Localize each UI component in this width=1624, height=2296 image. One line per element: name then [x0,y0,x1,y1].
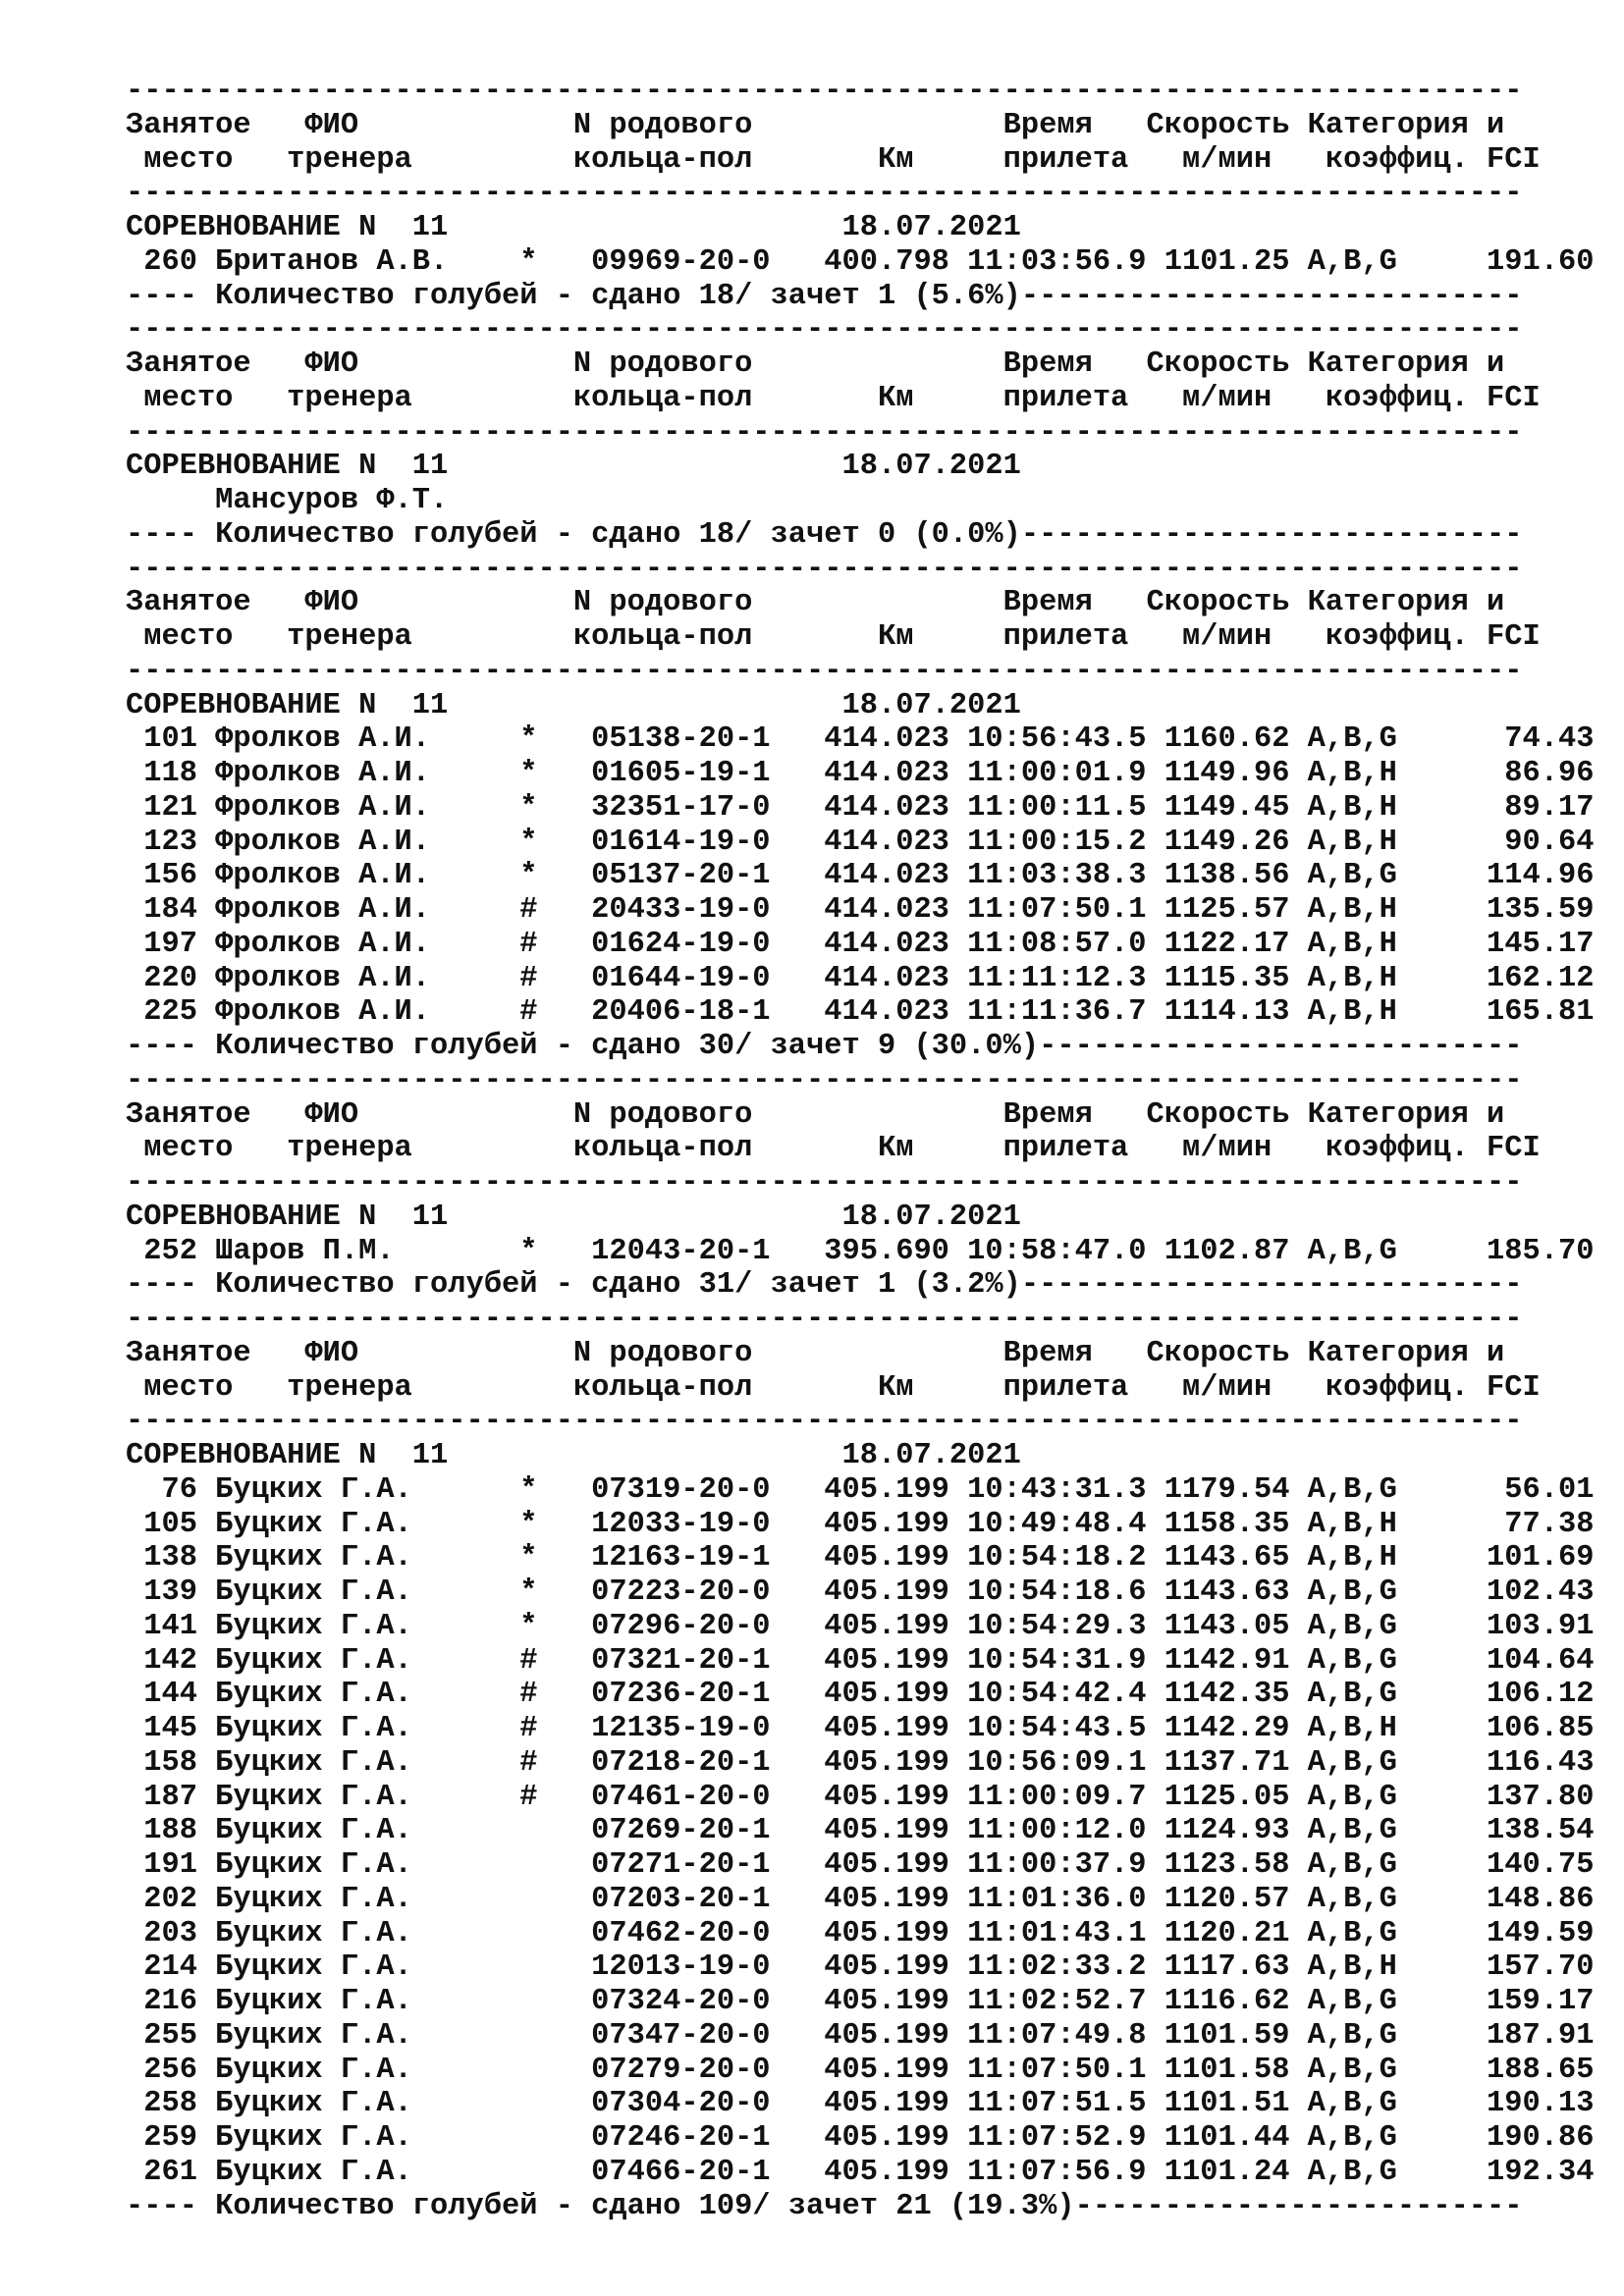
separator-line: ------------------------------------------------------------------------------ [126,1405,1523,1439]
result-row: 158 Буцких Г.А. # 07218-20-1 405.199 10:56:09.1 1137.71 A,B,G 116.43 [126,1745,1595,1780]
competition-title: СОРЕВНОВАНИЕ N 11 18.07.2021 [126,211,1021,244]
result-row: 259 Буцких Г.А. 07246-20-1 405.199 11:07:52.9 1101.44 A,B,G 190.86 [126,2121,1595,2155]
separator-line: ------------------------------------------------------------------------------ [126,1303,1523,1336]
table-header-row2: место тренера кольца-пол Км прилета м/мин коэффиц. FCI [126,381,1541,415]
result-row: 225 Фролков А.И. # 20406-18-1 414.023 11:11:36.7 1114.13 A,B,H 165.81 [126,995,1595,1030]
result-row: 141 Буцких Г.А. * 07296-20-0 405.199 10:54:29.3 1143.05 A,B,G 103.91 [126,1609,1595,1643]
result-row: 191 Буцких Г.А. 07271-20-1 405.199 11:00:37.9 1123.58 A,B,G 140.75 [126,1848,1595,1882]
results-report [126,75,1594,2223]
result-row: 197 Фролков А.И. # 01624-19-0 414.023 11:08:57.0 1122.17 A,B,H 145.17 [126,927,1595,961]
separator-line: ------------------------------------------------------------------------------ [126,75,1523,108]
result-row: 139 Буцких Г.А. * 07223-20-0 405.199 10:54:18.6 1143.63 A,B,G 102.43 [126,1575,1595,1609]
table-header-row1: Занятое ФИО N родового Время Скорость Категория и [126,347,1505,381]
result-row: 220 Фролков А.И. # 01644-19-0 414.023 11:11:12.3 1115.35 A,B,H 162.12 [126,961,1595,995]
summary-line: ---- Количество голубей - сдано 30/ зачет 9 (30.0%)--------------------------- [126,1030,1523,1063]
result-row: 145 Буцких Г.А. # 12135-19-0 405.199 10:54:43.5 1142.29 A,B,H 106.85 [126,1712,1595,1745]
separator-line: ------------------------------------------------------------------------------ [126,1166,1523,1200]
table-header-row1: Занятое ФИО N родового Время Скорость Категория и [126,1097,1505,1132]
separator-line: ------------------------------------------------------------------------------ [126,313,1523,347]
result-row: 255 Буцких Г.А. 07347-20-0 405.199 11:07:49.8 1101.59 A,B,G 187.91 [126,2018,1595,2053]
result-row: 258 Буцких Г.А. 07304-20-0 405.199 11:07:51.5 1101.51 A,B,G 190.13 [126,2087,1595,2121]
separator-line: ------------------------------------------------------------------------------ [126,415,1523,450]
result-row: 216 Буцких Г.А. 07324-20-0 405.199 11:02:52.7 1116.62 A,B,G 159.17 [126,1985,1595,2018]
result-row: 187 Буцких Г.А. # 07461-20-0 405.199 11:00:09.7 1125.05 A,B,G 137.80 [126,1780,1595,1814]
table-header-row2: место тренера кольца-пол Км прилета м/мин коэффиц. FCI [126,142,1541,177]
summary-line: ---- Количество голубей - сдано 31/ зачет 1 (3.2%)---------------------------- [126,1268,1523,1303]
competition-title: СОРЕВНОВАНИЕ N 11 18.07.2021 [126,1439,1021,1472]
result-row: 123 Фролков А.И. * 01614-19-0 414.023 11:00:15.2 1149.26 A,B,H 90.64 [126,825,1595,859]
separator-line: ------------------------------------------------------------------------------ [126,552,1523,586]
result-row: 184 Фролков А.И. # 20433-19-0 414.023 11:07:50.1 1125.57 A,B,H 135.59 [126,893,1595,927]
separator-line: ------------------------------------------------------------------------------ [126,1063,1523,1097]
table-header-row2: место тренера кольца-пол Км прилета м/мин коэффиц. FCI [126,1132,1541,1166]
result-row: 214 Буцких Г.А. 12013-19-0 405.199 11:02:33.2 1117.63 A,B,H 157.70 [126,1950,1595,1985]
result-row: 105 Буцких Г.А. * 12033-19-0 405.199 10:49:48.4 1158.35 A,B,H 77.38 [126,1507,1595,1541]
result-row: 101 Фролков А.И. * 05138-20-1 414.023 10:56:43.5 1160.62 A,B,G 74.43 [126,722,1595,757]
result-row: Мансуров Ф.Т. [126,484,449,517]
result-row: 260 Британов А.В. * 09969-20-0 400.798 11:03:56.9 1101.25 A,B,G 191.60 [126,244,1595,279]
table-header-row1: Занятое ФИО N родового Время Скорость Категория и [126,586,1505,620]
separator-line: ------------------------------------------------------------------------------ [126,654,1523,688]
table-header-row2: место тренера кольца-пол Км прилета м/мин коэффиц. FCI [126,1370,1541,1405]
result-row: 256 Буцких Г.А. 07279-20-0 405.199 11:07:50.1 1101.58 A,B,G 188.65 [126,2053,1595,2087]
separator-line: ------------------------------------------------------------------------------ [126,177,1523,211]
table-header-row2: место тренера кольца-пол Км прилета м/мин коэффиц. FCI [126,620,1541,654]
table-header-row1: Занятое ФИО N родового Время Скорость Категория и [126,1336,1505,1370]
result-row: 156 Фролков А.И. * 05137-20-1 414.023 11:03:38.3 1138.56 A,B,G 114.96 [126,859,1595,893]
competition-title: СОРЕВНОВАНИЕ N 11 18.07.2021 [126,450,1021,484]
result-row: 261 Буцких Г.А. 07466-20-1 405.199 11:07:56.9 1101.24 A,B,G 192.34 [126,2155,1595,2189]
summary-line: ---- Количество голубей - сдано 18/ зачет 1 (5.6%)---------------------------- [126,279,1523,313]
result-row: 138 Буцких Г.А. * 12163-19-1 405.199 10:54:18.2 1143.65 A,B,H 101.69 [126,1541,1595,1575]
table-header-row1: Занятое ФИО N родового Время Скорость Категория и [126,108,1505,142]
result-row: 121 Фролков А.И. * 32351-17-0 414.023 11:00:11.5 1149.45 A,B,H 89.17 [126,790,1595,825]
summary-line: ---- Количество голубей - сдано 109/ зачет 21 (19.3%)------------------------- [126,2189,1523,2223]
result-row: 252 Шаров П.М. * 12043-20-1 395.690 10:58:47.0 1102.87 A,B,G 185.70 [126,1234,1595,1268]
result-row: 144 Буцких Г.А. # 07236-20-1 405.199 10:54:42.4 1142.35 A,B,G 106.12 [126,1678,1595,1712]
result-row: 202 Буцких Г.А. 07203-20-1 405.199 11:01:36.0 1120.57 A,B,G 148.86 [126,1882,1595,1916]
competition-title: СОРЕВНОВАНИЕ N 11 18.07.2021 [126,688,1021,722]
result-row: 142 Буцких Г.А. # 07321-20-1 405.199 10:54:31.9 1142.91 A,B,G 104.64 [126,1643,1595,1678]
result-row: 203 Буцких Г.А. 07462-20-0 405.199 11:01:43.1 1120.21 A,B,G 149.59 [126,1916,1595,1950]
result-row: 188 Буцких Г.А. 07269-20-1 405.199 11:00:12.0 1124.93 A,B,G 138.54 [126,1814,1595,1848]
competition-title: СОРЕВНОВАНИЕ N 11 18.07.2021 [126,1200,1021,1234]
summary-line: ---- Количество голубей - сдано 18/ зачет 0 (0.0%)---------------------------- [126,517,1523,552]
result-row: 76 Буцких Г.А. * 07319-20-0 405.199 10:43:31.3 1179.54 A,B,G 56.01 [126,1472,1595,1507]
result-row: 118 Фролков А.И. * 01605-19-1 414.023 11:00:01.9 1149.96 A,B,H 86.96 [126,757,1595,790]
